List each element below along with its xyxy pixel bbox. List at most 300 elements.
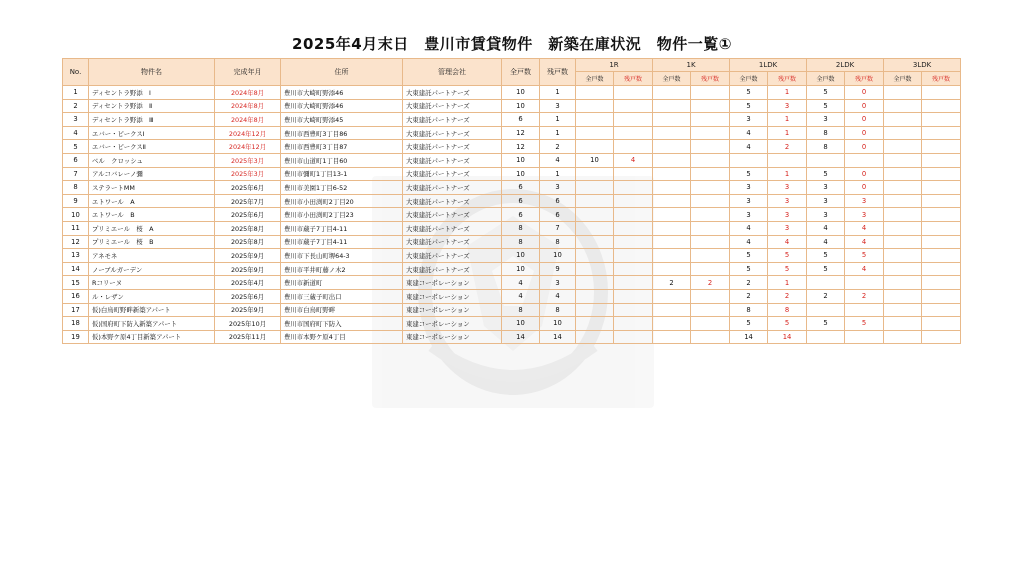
remaining-units: 1 bbox=[540, 113, 576, 127]
r1-total-units bbox=[576, 235, 614, 249]
ldk3-total-units bbox=[884, 194, 922, 208]
total-units: 6 bbox=[502, 113, 540, 127]
r1-total-units bbox=[576, 249, 614, 263]
ldk2-total-units: 5 bbox=[807, 317, 845, 331]
header-address: 住所 bbox=[281, 59, 403, 86]
ldk3-remaining-units bbox=[922, 249, 961, 263]
management-company: 大東建託パートナーズ bbox=[403, 221, 502, 235]
ldk2-total-units: 3 bbox=[807, 208, 845, 222]
k1-total-units bbox=[653, 99, 691, 113]
completed-date: 2024年8月 bbox=[215, 113, 281, 127]
address: 豊川市彌町1丁目13-1 bbox=[281, 167, 403, 181]
completed-date: 2025年11月 bbox=[215, 330, 281, 344]
ldk1-remaining-units: 8 bbox=[768, 303, 807, 317]
remaining-units: 6 bbox=[540, 208, 576, 222]
ldk2-remaining-units: 0 bbox=[845, 181, 884, 195]
header-completed: 完成年月 bbox=[215, 59, 281, 86]
k1-total-units bbox=[653, 235, 691, 249]
header-name: 物件名 bbox=[89, 59, 215, 86]
ldk3-total-units bbox=[884, 208, 922, 222]
k1-remaining-units bbox=[691, 208, 730, 222]
property-name: エトワール A bbox=[89, 194, 215, 208]
r1-remaining-units bbox=[614, 99, 653, 113]
header-company: 管理会社 bbox=[403, 59, 502, 86]
management-company: 大東建託パートナーズ bbox=[403, 262, 502, 276]
management-company: 大東建託パートナーズ bbox=[403, 140, 502, 154]
ldk1-total-units: 3 bbox=[730, 194, 768, 208]
table-row bbox=[63, 276, 961, 290]
k1-total-units bbox=[653, 140, 691, 154]
address: 豊川市本野ケ原4丁目 bbox=[281, 330, 403, 344]
header-type-2ldk: 2LDK bbox=[807, 59, 884, 72]
row-no: 19 bbox=[63, 330, 89, 344]
ldk2-remaining-units: 5 bbox=[845, 317, 884, 331]
k1-remaining-units bbox=[691, 194, 730, 208]
row-no: 17 bbox=[63, 303, 89, 317]
r1-total-units bbox=[576, 99, 614, 113]
row-no: 12 bbox=[63, 235, 89, 249]
management-company: 東建コーポレーション bbox=[403, 330, 502, 344]
ldk3-total-units bbox=[884, 86, 922, 100]
ldk3-remaining-units bbox=[922, 86, 961, 100]
completed-date: 2024年8月 bbox=[215, 99, 281, 113]
remaining-units: 8 bbox=[540, 235, 576, 249]
subheader-remaining: 残戸数 bbox=[691, 72, 730, 86]
property-name: アネモネ bbox=[89, 249, 215, 263]
k1-remaining-units bbox=[691, 262, 730, 276]
ldk1-total-units: 5 bbox=[730, 317, 768, 331]
address: 豊川市小田渕町2丁目23 bbox=[281, 208, 403, 222]
ldk2-remaining-units: 2 bbox=[845, 289, 884, 303]
k1-remaining-units bbox=[691, 153, 730, 167]
property-name: 仮)国府町下防入新築アパート bbox=[89, 317, 215, 331]
table-row bbox=[63, 208, 961, 222]
total-units: 10 bbox=[502, 167, 540, 181]
r1-remaining-units bbox=[614, 126, 653, 140]
k1-remaining-units bbox=[691, 249, 730, 263]
property-name: エバー・ピークスⅡ bbox=[89, 140, 215, 154]
k1-total-units bbox=[653, 194, 691, 208]
table-row bbox=[63, 249, 961, 263]
total-units: 10 bbox=[502, 86, 540, 100]
row-no: 2 bbox=[63, 99, 89, 113]
ldk3-total-units bbox=[884, 276, 922, 290]
completed-date: 2024年12月 bbox=[215, 126, 281, 140]
completed-date: 2025年8月 bbox=[215, 235, 281, 249]
k1-total-units bbox=[653, 330, 691, 344]
total-units: 10 bbox=[502, 317, 540, 331]
ldk3-remaining-units bbox=[922, 221, 961, 235]
total-units: 8 bbox=[502, 303, 540, 317]
ldk1-total-units: 3 bbox=[730, 113, 768, 127]
ldk2-remaining-units: 0 bbox=[845, 126, 884, 140]
ldk2-remaining-units: 0 bbox=[845, 167, 884, 181]
property-name: プリミエール 桜 A bbox=[89, 221, 215, 235]
address: 豊川市平井町藤ノ木2 bbox=[281, 262, 403, 276]
k1-total-units bbox=[653, 113, 691, 127]
table-row bbox=[63, 194, 961, 208]
ldk3-total-units bbox=[884, 181, 922, 195]
ldk2-total-units: 4 bbox=[807, 235, 845, 249]
total-units: 6 bbox=[502, 208, 540, 222]
ldk3-remaining-units bbox=[922, 194, 961, 208]
ldk3-remaining-units bbox=[922, 289, 961, 303]
remaining-units: 7 bbox=[540, 221, 576, 235]
k1-total-units bbox=[653, 167, 691, 181]
ldk1-total-units: 3 bbox=[730, 208, 768, 222]
ldk1-remaining-units: 5 bbox=[768, 317, 807, 331]
k1-total-units: 2 bbox=[653, 276, 691, 290]
row-no: 10 bbox=[63, 208, 89, 222]
ldk2-remaining-units: 0 bbox=[845, 113, 884, 127]
k1-total-units bbox=[653, 303, 691, 317]
ldk3-remaining-units bbox=[922, 99, 961, 113]
k1-total-units bbox=[653, 126, 691, 140]
property-name: ノーブルガーデン bbox=[89, 262, 215, 276]
r1-total-units bbox=[576, 289, 614, 303]
address: 豊川市白鳥町野畔 bbox=[281, 303, 403, 317]
k1-remaining-units bbox=[691, 235, 730, 249]
property-name: Rコリーヌ bbox=[89, 276, 215, 290]
ldk1-remaining-units: 4 bbox=[768, 235, 807, 249]
remaining-units: 2 bbox=[540, 140, 576, 154]
k1-remaining-units bbox=[691, 126, 730, 140]
ldk3-remaining-units bbox=[922, 126, 961, 140]
k1-remaining-units bbox=[691, 140, 730, 154]
table-row bbox=[63, 113, 961, 127]
header-total: 全戸数 bbox=[502, 59, 540, 86]
r1-total-units bbox=[576, 126, 614, 140]
address: 豊川市大崎町野添46 bbox=[281, 99, 403, 113]
completed-date: 2025年6月 bbox=[215, 208, 281, 222]
r1-remaining-units bbox=[614, 276, 653, 290]
remaining-units: 4 bbox=[540, 153, 576, 167]
ldk2-remaining-units bbox=[845, 330, 884, 344]
property-name: 仮)本野ケ原4丁目新築アパート bbox=[89, 330, 215, 344]
table-row bbox=[63, 289, 961, 303]
subheader-total: 全戸数 bbox=[653, 72, 691, 86]
total-units: 12 bbox=[502, 126, 540, 140]
ldk2-total-units bbox=[807, 153, 845, 167]
ldk2-remaining-units: 5 bbox=[845, 249, 884, 263]
ldk3-remaining-units bbox=[922, 303, 961, 317]
r1-remaining-units bbox=[614, 208, 653, 222]
ldk1-remaining-units: 1 bbox=[768, 86, 807, 100]
r1-total-units bbox=[576, 303, 614, 317]
remaining-units: 9 bbox=[540, 262, 576, 276]
remaining-units: 3 bbox=[540, 99, 576, 113]
property-name: ル・レザン bbox=[89, 289, 215, 303]
k1-total-units bbox=[653, 86, 691, 100]
ldk1-remaining-units: 3 bbox=[768, 181, 807, 195]
r1-remaining-units bbox=[614, 317, 653, 331]
ldk2-total-units: 8 bbox=[807, 140, 845, 154]
r1-total-units bbox=[576, 317, 614, 331]
k1-remaining-units bbox=[691, 303, 730, 317]
ldk1-remaining-units: 1 bbox=[768, 113, 807, 127]
k1-total-units bbox=[653, 317, 691, 331]
table-row bbox=[63, 140, 961, 154]
k1-remaining-units bbox=[691, 99, 730, 113]
r1-remaining-units bbox=[614, 86, 653, 100]
management-company: 大東建託パートナーズ bbox=[403, 181, 502, 195]
completed-date: 2025年6月 bbox=[215, 181, 281, 195]
total-units: 8 bbox=[502, 221, 540, 235]
address: 豊川市蔵子7丁目4-11 bbox=[281, 221, 403, 235]
r1-remaining-units bbox=[614, 289, 653, 303]
address: 豊川市大崎町野添45 bbox=[281, 113, 403, 127]
ldk3-remaining-units bbox=[922, 235, 961, 249]
ldk1-remaining-units: 3 bbox=[768, 221, 807, 235]
r1-remaining-units bbox=[614, 194, 653, 208]
row-no: 9 bbox=[63, 194, 89, 208]
ldk2-remaining-units: 4 bbox=[845, 235, 884, 249]
ldk1-remaining-units: 1 bbox=[768, 167, 807, 181]
total-units: 4 bbox=[502, 289, 540, 303]
property-name: ディセントラ野添 Ⅲ bbox=[89, 113, 215, 127]
total-units: 10 bbox=[502, 153, 540, 167]
remaining-units: 1 bbox=[540, 167, 576, 181]
completed-date: 2025年6月 bbox=[215, 289, 281, 303]
r1-remaining-units bbox=[614, 221, 653, 235]
r1-total-units bbox=[576, 276, 614, 290]
k1-total-units bbox=[653, 262, 691, 276]
remaining-units: 3 bbox=[540, 181, 576, 195]
property-table bbox=[62, 58, 961, 344]
ldk2-total-units bbox=[807, 276, 845, 290]
r1-remaining-units bbox=[614, 181, 653, 195]
address: 豊川市三蔵子町出口 bbox=[281, 289, 403, 303]
management-company: 大東建託パートナーズ bbox=[403, 194, 502, 208]
management-company: 大東建託パートナーズ bbox=[403, 235, 502, 249]
row-no: 1 bbox=[63, 86, 89, 100]
ldk1-remaining-units: 14 bbox=[768, 330, 807, 344]
ldk3-total-units bbox=[884, 303, 922, 317]
completed-date: 2025年7月 bbox=[215, 194, 281, 208]
header-type-1k: 1K bbox=[653, 59, 730, 72]
ldk2-total-units: 3 bbox=[807, 181, 845, 195]
ldk1-total-units: 5 bbox=[730, 262, 768, 276]
ldk3-total-units bbox=[884, 330, 922, 344]
completed-date: 2025年4月 bbox=[215, 276, 281, 290]
address: 豊川市小田渕町2丁目20 bbox=[281, 194, 403, 208]
table-row bbox=[63, 303, 961, 317]
ldk1-total-units: 8 bbox=[730, 303, 768, 317]
ldk1-total-units: 3 bbox=[730, 181, 768, 195]
ldk1-remaining-units: 3 bbox=[768, 194, 807, 208]
r1-remaining-units bbox=[614, 113, 653, 127]
row-no: 13 bbox=[63, 249, 89, 263]
k1-remaining-units bbox=[691, 221, 730, 235]
ldk1-remaining-units: 3 bbox=[768, 99, 807, 113]
property-name: ディセントラ野添 Ⅱ bbox=[89, 99, 215, 113]
k1-total-units bbox=[653, 289, 691, 303]
remaining-units: 10 bbox=[540, 317, 576, 331]
management-company: 東建コーポレーション bbox=[403, 303, 502, 317]
ldk1-remaining-units bbox=[768, 153, 807, 167]
management-company: 大東建託パートナーズ bbox=[403, 126, 502, 140]
row-no: 5 bbox=[63, 140, 89, 154]
r1-total-units: 10 bbox=[576, 153, 614, 167]
remaining-units: 1 bbox=[540, 126, 576, 140]
ldk1-total-units: 5 bbox=[730, 86, 768, 100]
ldk3-remaining-units bbox=[922, 317, 961, 331]
row-no: 15 bbox=[63, 276, 89, 290]
k1-remaining-units bbox=[691, 317, 730, 331]
k1-total-units bbox=[653, 208, 691, 222]
row-no: 8 bbox=[63, 181, 89, 195]
ldk2-total-units: 5 bbox=[807, 249, 845, 263]
ldk1-total-units: 5 bbox=[730, 99, 768, 113]
completed-date: 2025年9月 bbox=[215, 249, 281, 263]
ldk3-total-units bbox=[884, 140, 922, 154]
total-units: 6 bbox=[502, 181, 540, 195]
ldk1-remaining-units: 5 bbox=[768, 249, 807, 263]
r1-total-units bbox=[576, 330, 614, 344]
ldk2-remaining-units: 3 bbox=[845, 194, 884, 208]
property-name: ステラートMM bbox=[89, 181, 215, 195]
address: 豊川市西豊町3丁目86 bbox=[281, 126, 403, 140]
total-units: 8 bbox=[502, 235, 540, 249]
ldk2-remaining-units: 4 bbox=[845, 262, 884, 276]
ldk1-remaining-units: 1 bbox=[768, 126, 807, 140]
header-type-1r: 1R bbox=[576, 59, 653, 72]
row-no: 6 bbox=[63, 153, 89, 167]
ldk2-total-units bbox=[807, 303, 845, 317]
address: 豊川市蔵子7丁目4-11 bbox=[281, 235, 403, 249]
ldk1-total-units: 14 bbox=[730, 330, 768, 344]
r1-total-units bbox=[576, 167, 614, 181]
ldk2-remaining-units: 4 bbox=[845, 221, 884, 235]
row-no: 18 bbox=[63, 317, 89, 331]
address: 豊川市下長山町堺64-3 bbox=[281, 249, 403, 263]
ldk3-total-units bbox=[884, 99, 922, 113]
r1-remaining-units bbox=[614, 235, 653, 249]
header-type-1ldk: 1LDK bbox=[730, 59, 807, 72]
subheader-total: 全戸数 bbox=[576, 72, 614, 86]
ldk3-total-units bbox=[884, 249, 922, 263]
table-row bbox=[63, 330, 961, 344]
ldk2-total-units bbox=[807, 330, 845, 344]
ldk2-remaining-units: 0 bbox=[845, 86, 884, 100]
r1-remaining-units bbox=[614, 330, 653, 344]
table-row bbox=[63, 167, 961, 181]
row-no: 4 bbox=[63, 126, 89, 140]
ldk3-remaining-units bbox=[922, 262, 961, 276]
total-units: 10 bbox=[502, 262, 540, 276]
ldk1-remaining-units: 2 bbox=[768, 140, 807, 154]
ldk1-total-units: 2 bbox=[730, 276, 768, 290]
address: 豊川市大崎町野添46 bbox=[281, 86, 403, 100]
k1-total-units bbox=[653, 181, 691, 195]
remaining-units: 3 bbox=[540, 276, 576, 290]
table-row bbox=[63, 262, 961, 276]
total-units: 12 bbox=[502, 140, 540, 154]
completed-date: 2025年3月 bbox=[215, 167, 281, 181]
ldk3-remaining-units bbox=[922, 113, 961, 127]
ldk3-total-units bbox=[884, 153, 922, 167]
k1-total-units bbox=[653, 153, 691, 167]
r1-remaining-units bbox=[614, 167, 653, 181]
k1-remaining-units bbox=[691, 330, 730, 344]
remaining-units: 14 bbox=[540, 330, 576, 344]
r1-remaining-units bbox=[614, 262, 653, 276]
completed-date: 2024年12月 bbox=[215, 140, 281, 154]
row-no: 3 bbox=[63, 113, 89, 127]
management-company: 大東建託パートナーズ bbox=[403, 208, 502, 222]
ldk1-remaining-units: 5 bbox=[768, 262, 807, 276]
header-remaining: 残戸数 bbox=[540, 59, 576, 86]
r1-remaining-units bbox=[614, 249, 653, 263]
ldk1-total-units: 4 bbox=[730, 235, 768, 249]
property-name: アルコバレーノ彌 bbox=[89, 167, 215, 181]
ldk2-total-units: 2 bbox=[807, 289, 845, 303]
ldk3-total-units bbox=[884, 167, 922, 181]
k1-remaining-units bbox=[691, 86, 730, 100]
table-row bbox=[63, 153, 961, 167]
ldk3-remaining-units bbox=[922, 181, 961, 195]
table-row bbox=[63, 99, 961, 113]
management-company: 東建コーポレーション bbox=[403, 317, 502, 331]
subheader-total: 全戸数 bbox=[884, 72, 922, 86]
remaining-units: 1 bbox=[540, 86, 576, 100]
ldk3-remaining-units bbox=[922, 153, 961, 167]
subheader-total: 全戸数 bbox=[730, 72, 768, 86]
ldk1-total-units: 5 bbox=[730, 249, 768, 263]
ldk2-total-units: 3 bbox=[807, 194, 845, 208]
ldk3-remaining-units bbox=[922, 330, 961, 344]
subheader-total: 全戸数 bbox=[807, 72, 845, 86]
r1-total-units bbox=[576, 181, 614, 195]
k1-total-units bbox=[653, 221, 691, 235]
address: 豊川市山道町1丁目60 bbox=[281, 153, 403, 167]
header-no: No. bbox=[63, 59, 89, 86]
management-company: 大東建託パートナーズ bbox=[403, 167, 502, 181]
r1-remaining-units: 4 bbox=[614, 153, 653, 167]
ldk3-total-units bbox=[884, 113, 922, 127]
ldk2-total-units: 5 bbox=[807, 99, 845, 113]
address: 豊川市美園1丁目6-52 bbox=[281, 181, 403, 195]
ldk3-remaining-units bbox=[922, 167, 961, 181]
completed-date: 2025年9月 bbox=[215, 303, 281, 317]
ldk2-total-units: 5 bbox=[807, 86, 845, 100]
completed-date: 2025年10月 bbox=[215, 317, 281, 331]
k1-remaining-units bbox=[691, 113, 730, 127]
total-units: 6 bbox=[502, 194, 540, 208]
ldk1-total-units: 2 bbox=[730, 289, 768, 303]
completed-date: 2025年9月 bbox=[215, 262, 281, 276]
k1-remaining-units bbox=[691, 289, 730, 303]
total-units: 14 bbox=[502, 330, 540, 344]
completed-date: 2025年3月 bbox=[215, 153, 281, 167]
k1-total-units bbox=[653, 249, 691, 263]
address: 豊川市新道町 bbox=[281, 276, 403, 290]
ldk3-remaining-units bbox=[922, 140, 961, 154]
header-type-3ldk: 3LDK bbox=[884, 59, 961, 72]
table-row bbox=[63, 317, 961, 331]
ldk2-total-units: 5 bbox=[807, 167, 845, 181]
ldk3-total-units bbox=[884, 235, 922, 249]
row-no: 11 bbox=[63, 221, 89, 235]
table-row bbox=[63, 235, 961, 249]
row-no: 14 bbox=[63, 262, 89, 276]
ldk2-remaining-units: 0 bbox=[845, 99, 884, 113]
total-units: 4 bbox=[502, 276, 540, 290]
r1-total-units bbox=[576, 262, 614, 276]
completed-date: 2025年8月 bbox=[215, 221, 281, 235]
r1-total-units bbox=[576, 113, 614, 127]
property-name: エバー・ピークスⅠ bbox=[89, 126, 215, 140]
